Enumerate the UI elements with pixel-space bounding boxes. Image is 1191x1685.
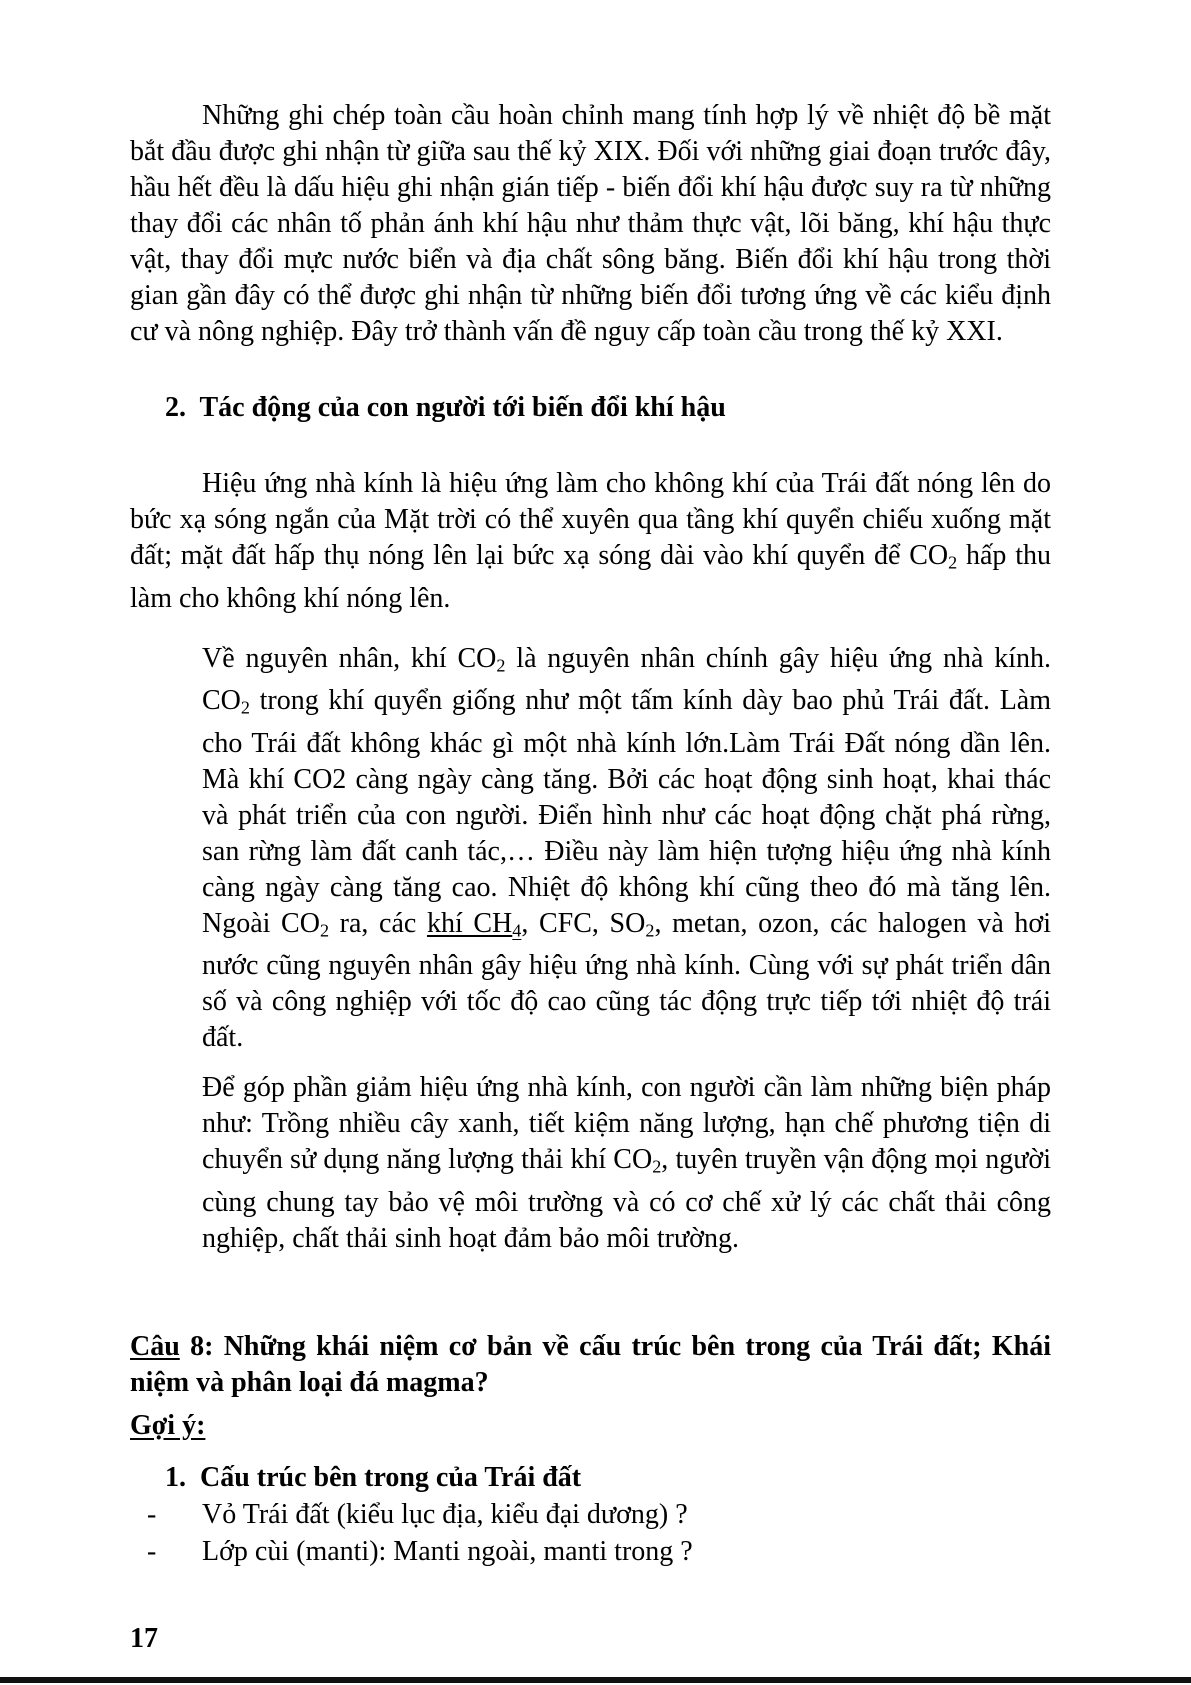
- hint-label: [130, 1408, 1051, 1444]
- paragraph-greenhouse-effect: Hiệu ứng nhà kính là hiệu ứng làm cho không khí của Trái đất nóng lên do bức xạ sóng ngắn của Mặt trời có thể xuyên qua tầng khí quyển chiếu xuống mặt đất; mặt đất hấp thụ nóng lên lại bức xạ sóng dài vào khí quyển để CO2 hấp thu làm cho không khí nóng lên.: [130, 468, 1051, 614]
- question-8-heading: Câu 8: Những khái niệm cơ bản về cấu trúc bên trong của Trái đất; Khái niệm và phân loại đá magma?: [130, 1330, 1051, 1398]
- list-heading-earth-structure: [130, 1460, 1051, 1496]
- section-heading-human-impact: [130, 390, 1051, 426]
- list-item-text: Lớp cùi (manti): Manti ngoài, manti trong ?: [202, 1535, 693, 1567]
- page-bottom-border: [0, 1677, 1191, 1683]
- list-item-earth-crust: [130, 1496, 1051, 1533]
- list-item-mantle: [130, 1533, 1051, 1570]
- paragraph-temperature-records: Những ghi chép toàn cầu hoàn chỉnh mang tính hợp lý về nhiệt độ bề mặt bắt đầu được ghi nhận từ giữa sau thế kỷ XIX. Đối với những giai đoạn trước đây, hầu hết đều là dấu hiệu ghi nhận gián tiếp - biến đổi khí hậu được suy ra từ những thay đổi các nhân tố phản ánh khí hậu như thảm thực vật, lõi băng, khí hậu thực vật, thay đổi mực nước biển và địa chất sông băng. Biến đổi khí hậu trong thời gian gần đây có thể được ghi nhận từ những biến đổi tương ứng về các kiểu định cư và nông nghiệp. Đây trở thành vấn đề nguy cấp toàn cầu trong thế kỷ XXI.: [130, 100, 1051, 347]
- paragraph-reduction-measures: Để góp phần giảm hiệu ứng nhà kính, con người cần làm những biện pháp như: Trồng nhiều cây xanh, tiết kiệm năng lượng, hạn chế phương tiện di chuyển sử dụng năng lượng thải khí CO2, tuyên truyền vận động mọi người cùng chung tay bảo vệ môi trường và có cơ chế xử lý các chất thải công nghiệp, chất thải sinh hoạt đảm bảo môi trường.: [202, 1072, 1051, 1254]
- list-title: Cấu trúc bên trong của Trái đất: [200, 1461, 582, 1493]
- section-number: 2.: [165, 392, 186, 423]
- hint-label-text: Gợi ý:: [130, 1409, 206, 1441]
- paragraph-co2-cause: Về nguyên nhân, khí CO2 là nguyên nhân chính gây hiệu ứng nhà kính. CO2 trong khí quyển giống như một tấm kính dày bao phủ Trái đất. Làm cho Trái đất không khác gì một nhà kính lớn.Làm Trái Đất nóng dần lên. Mà khí CO2 càng ngày càng tăng. Bởi các hoạt động sinh hoạt, khai thác và phát triển của con người. Điển hình như các hoạt động chặt phá rừng, san rừng làm đất canh tác,… Điều này làm hiện tượng hiệu ứng nhà kính càng ngày càng tăng cao. Nhiệt độ không khí cũng theo đó mà tăng lên. Ngoài CO2 ra, các khí CH4, CFC, SO2, metan, ozon, các halogen và hơi nước cũng nguyên nhân gây hiệu ứng nhà kính. Cùng với sự phát triển dân số và công nghiệp với tốc độ cao cũng tác động trực tiếp tới nhiệt độ trái đất.: [202, 642, 1051, 1054]
- list-number: 1.: [165, 1461, 186, 1493]
- dash-marker: -: [147, 1498, 157, 1530]
- page-number: 17: [130, 1622, 158, 1654]
- dash-marker: -: [147, 1535, 157, 1567]
- section-title: Tác động của con người tới biến đổi khí hậu: [199, 392, 726, 423]
- list-item-text: Vỏ Trái đất (kiểu lục địa, kiểu đại dương) ?: [202, 1498, 688, 1530]
